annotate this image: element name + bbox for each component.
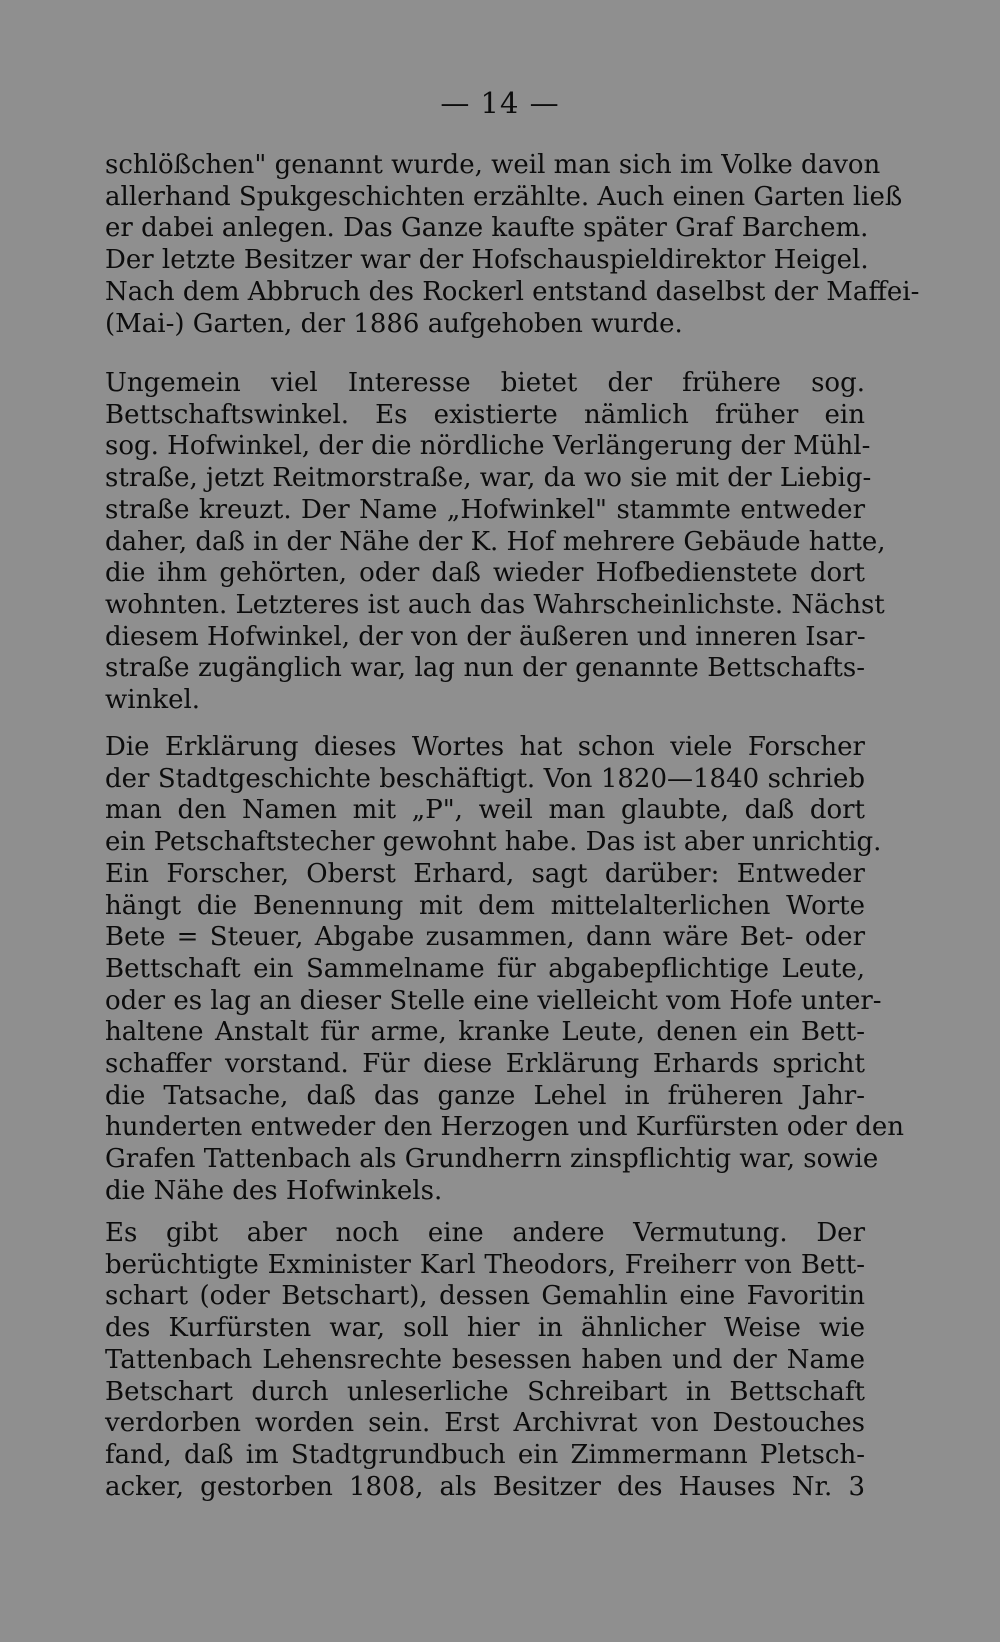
- text-line: allerhand Spukgeschichten erzählte. Auch einen Garten ließ: [105, 181, 903, 212]
- text-line: Die Erklärung dieses Wortes hat schon viele Forscher: [105, 732, 865, 762]
- text-line: man den Namen mit „P", weil man glaubte, daß dort: [105, 795, 865, 826]
- text-line: oder es lag an dieser Stelle eine vielleicht vom Hofe unter-: [105, 985, 882, 1016]
- paragraph-4: [105, 1218, 865, 1503]
- text-line: acker, gestorben 1808, als Besitzer des Hauses Nr. 3: [105, 1471, 865, 1502]
- text-line: (Mai-) Garten, der 1886 aufgehoben wurde.: [105, 308, 683, 339]
- text-line: ein Petschaftstecher gewohnt habe. Das ist aber unrichtig.: [105, 827, 882, 858]
- text-line: hängt die Benennung mit dem mittelalterlichen Worte: [105, 890, 865, 921]
- text-line: schart (oder Betschart), dessen Gemahlin eine Favoritin: [105, 1281, 865, 1312]
- text-line: Bettschaft ein Sammelname für abgabepflichtige Leute,: [105, 953, 865, 984]
- text-line: sog. Hofwinkel, der die nördliche Verlängerung der Mühl-: [105, 431, 871, 462]
- text-line: hunderten entweder den Herzogen und Kurfürsten oder den: [105, 1112, 904, 1143]
- text-line: Grafen Tattenbach als Grundherrn zinspflichtig war, sowie: [105, 1144, 879, 1175]
- text-line: er dabei anlegen. Das Ganze kaufte später Graf Barchem.: [105, 213, 869, 244]
- text-line: Nach dem Abbruch des Rockerl entstand daselbst der Maffei-: [105, 276, 920, 307]
- text-line: winkel.: [105, 685, 201, 716]
- text-line: berüchtigte Exminister Karl Theodors, Freiherr von Bett-: [105, 1249, 865, 1280]
- text-line: der Stadtgeschichte beschäftigt. Von 1820—1840 schrieb: [105, 763, 865, 794]
- text-line: straße, jetzt Reitmorstraße, war, da wo sie mit der Liebig-: [105, 463, 872, 494]
- text-line: Betschart durch unleserliche Schreibart in Bettschaft: [105, 1376, 865, 1407]
- text-line: diesem Hofwinkel, der von der äußeren und inneren Isar-: [105, 621, 866, 652]
- text-line: die ihm gehörten, oder daß wieder Hofbedienstete dort: [105, 558, 865, 589]
- text-line: fand, daß im Stadtgrundbuch ein Zimmermann Pletsch-: [105, 1439, 865, 1470]
- text-line: schaffer vorstand. Für diese Erklärung Erhards spricht: [105, 1049, 865, 1080]
- text-line: haltene Anstalt für arme, kranke Leute, denen ein Bett-: [105, 1017, 865, 1048]
- text-line: schlößchen" genannt wurde, weil man sich im Volke davon: [105, 150, 881, 180]
- text-line: verdorben worden sein. Erst Archivrat von Destouches: [105, 1408, 865, 1439]
- page-number: — 14 —: [440, 86, 560, 120]
- text-line: straße kreuzt. Der Name „Hofwinkel" stammte entweder: [105, 494, 865, 525]
- text-line: die Nähe des Hofwinkels.: [105, 1175, 443, 1206]
- text-line: Ein Forscher, Oberst Erhard, sagt darüber: Entweder: [105, 858, 865, 889]
- text-line: die Tatsache, daß das ganze Lehel in früheren Jahr-: [105, 1080, 865, 1111]
- text-line: straße zugänglich war, lag nun der genannte Bettschafts-: [105, 653, 865, 684]
- text-line: Ungemein viel Interesse bietet der frühere sog.: [105, 368, 865, 398]
- text-line: Tattenbach Lehensrechte besessen haben und der Name: [105, 1344, 865, 1375]
- paragraph-2: [105, 368, 886, 717]
- text-line: daher, daß in der Nähe der K. Hof mehrere Gebäude hatte,: [105, 526, 886, 557]
- text-line: des Kurfürsten war, soll hier in ähnlicher Weise wie: [105, 1313, 865, 1344]
- paragraph-3: [105, 732, 904, 1208]
- text-line: Der letzte Besitzer war der Hofschauspieldirektor Heigel.: [105, 245, 869, 276]
- text-line: Es gibt aber noch eine andere Vermutung. Der: [105, 1218, 865, 1248]
- text-line: Bete = Steuer, Abgabe zusammen, dann wäre Bet- oder: [105, 922, 865, 953]
- text-line: Bettschaftswinkel. Es existierte nämlich früher ein: [105, 399, 865, 430]
- paragraph-1: [105, 150, 920, 340]
- text-line: wohnten. Letzteres ist auch das Wahrscheinlichste. Nächst: [105, 589, 885, 620]
